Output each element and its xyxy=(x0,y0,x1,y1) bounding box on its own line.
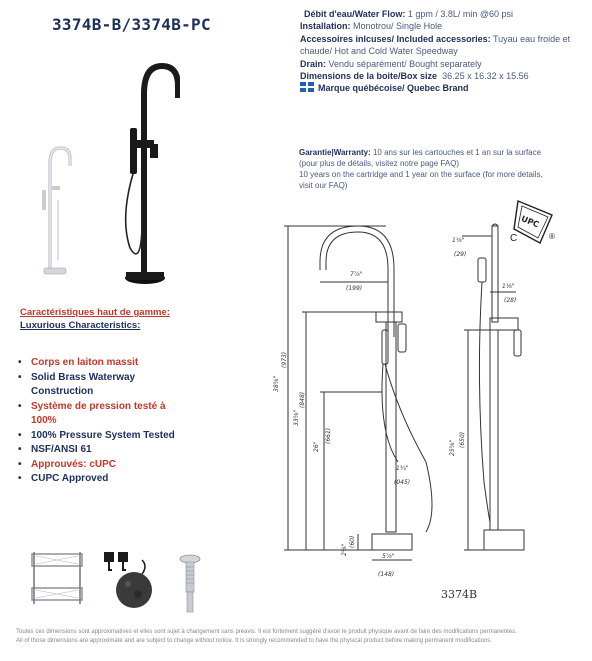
accessory-photo-shower-caddy xyxy=(28,548,88,614)
spec-accessories-label: Accessoires inlcuses/ Included accessories: xyxy=(300,33,491,44)
feature-item: • Approuvés: cUPC xyxy=(18,458,183,473)
drawing-model-code: 3374B xyxy=(441,588,478,601)
spec-box-label: Dimensions de la boite/Box size xyxy=(300,71,438,82)
warranty-text-fr: 10 ans sur les cartouches et 1 an sur la surface (pour plus de détails, visitez notre page FAQ) xyxy=(299,148,542,168)
dim-base-mm: (60) xyxy=(349,535,356,548)
features-heading-en: Luxurious Characteristics: xyxy=(20,320,141,331)
product-photo-black-faucet xyxy=(100,58,180,290)
dim-base-width-mm: (148) xyxy=(378,571,395,578)
accessory-photo-hooks-and-sponge xyxy=(98,550,164,614)
dim-handle-mm: (661) xyxy=(325,427,332,444)
quebec-flag-icon xyxy=(300,82,314,92)
upc-logo-text: UPC xyxy=(519,214,541,230)
spec-box-value: 36.25 x 16.32 x 15.56 xyxy=(442,71,529,82)
dim-holder-in: 1¾" xyxy=(396,465,409,472)
warranty-text-en: 10 years on the cartridge and 1 year on the surface (for more details, visit our FAQ) xyxy=(299,170,543,190)
feature-item: • CUPC Approved xyxy=(18,472,183,487)
warranty-label: Garantie|Warranty: xyxy=(299,148,371,157)
accessory-photo-drain xyxy=(178,553,202,615)
disclaimer-footer xyxy=(16,628,582,646)
dim-spout-reach-in: 7⅞" xyxy=(350,271,363,278)
dim-handle-in: 26" xyxy=(313,441,320,452)
feature-item: • Corps en laiton massit xyxy=(18,356,183,371)
spec-flow-label: Débit d'eau/Water Flow: xyxy=(304,9,406,19)
spec-install-label: Installation: xyxy=(300,21,351,32)
spec-flow-value: 1 gpm / 3.8L/ min @60 psi xyxy=(407,9,514,19)
disclaimer-fr: Toutes ces dimensions sont approximatives et elles sont sujet à changement sans préavis. Il est fortement suggéré d'avoir le produit physique avant de faire des modifications permanentes. xyxy=(16,629,517,635)
technical-drawing-side-view xyxy=(446,222,532,556)
dim-side-height-mm: (650) xyxy=(459,431,466,448)
spec-brand-label: Marque québécoise/ Quebec Brand xyxy=(318,83,469,94)
dim-base-width-in: 5⅞" xyxy=(382,553,395,560)
dim-spout-dia-in: 1⅛" xyxy=(452,237,465,244)
technical-drawing-front-view xyxy=(258,212,444,584)
dim-handle-dia-in: 1⅛" xyxy=(502,283,515,290)
spec-brand xyxy=(300,82,588,94)
feature-item: • Solid Brass Waterway Construction xyxy=(18,371,183,400)
features-list xyxy=(18,356,183,487)
dim-side-height-in: 25⅝" xyxy=(449,439,456,456)
spec-install xyxy=(300,20,588,32)
spec-install-value: Monotrou/ Single Hole xyxy=(353,21,443,32)
spec-list xyxy=(300,8,588,95)
dim-handle-dia-mm: (28) xyxy=(504,297,517,304)
warranty-block xyxy=(299,147,557,191)
feature-item: • NSF/ANSI 61 xyxy=(18,443,183,458)
dim-holder-mm: (045) xyxy=(394,479,411,486)
spec-drain-label: Drain: xyxy=(300,58,327,69)
dim-spout-reach-mm: (199) xyxy=(346,285,363,292)
features-heading xyxy=(20,306,170,332)
upc-c-mark: C xyxy=(510,233,518,244)
spec-accessories xyxy=(300,33,588,58)
spec-drain xyxy=(300,58,588,70)
disclaimer-en: All of those dimensions are approximate and are subject to change without notice. It is strongly recommended to have the physical product before making permanent modifications. xyxy=(16,638,492,644)
spec-accessories-value: Tuyau eau froide et chaude/ Hot and Cold Water Speedway xyxy=(300,33,571,57)
feature-item: • 100% Pressure System Tested xyxy=(18,429,183,444)
feature-item: • Système de pression testé à 100% xyxy=(18,400,183,429)
spec-drain-value: Vendu séparément/ Bought separately xyxy=(328,58,482,69)
dim-body-mm: (848) xyxy=(299,391,306,408)
product-model-title: 3374B-B/3374B-PC xyxy=(52,15,211,34)
product-photo-chrome-faucet xyxy=(36,140,76,280)
spec-box xyxy=(300,70,588,82)
dim-overall-in: 38⅜" xyxy=(273,375,280,392)
features-heading-fr: Caractéristiques haut de gamme: xyxy=(20,307,170,318)
dim-spout-dia-mm: (29) xyxy=(454,251,467,258)
dim-base-in: 2⅜" xyxy=(341,543,348,556)
upc-registered-mark: ® xyxy=(549,232,555,241)
spec-flow xyxy=(300,8,588,20)
dim-body-in: 33⅜" xyxy=(293,409,300,426)
dim-overall-mm: (973) xyxy=(281,351,288,368)
